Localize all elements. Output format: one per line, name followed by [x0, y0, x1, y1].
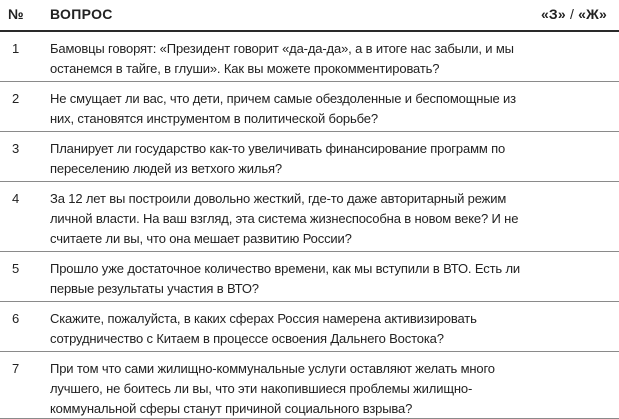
question-text: Планирует ли государство как-то увеличивать финансирование программ по переселению людей из ветхого жилья? [50, 141, 506, 176]
table-header [0, 0, 619, 32]
question-text: Не смущает ли вас, что дети, причем самые обездоленные и беспомощные из них, становятся инструментом в политической борьбе? [50, 91, 516, 126]
table-row [0, 32, 619, 82]
question-number: 1 [12, 41, 20, 56]
question-number: 2 [12, 91, 20, 106]
answer-z-label: «З» [540, 6, 566, 22]
question-text: При том что сами жилищно-коммунальные услуги оставляют желать много лучшего, не боитесь ли вы, что эти накопившиеся проблемы жилищно-коммунальной сферы станут причиной социального взрыва? [50, 361, 495, 416]
table-row [0, 252, 619, 302]
question-text: За 12 лет вы построили довольно жесткий, где-то даже авторитарный режим личной власти. На ваш взгляд, эта система жизнеспособна в новом веке? И не считаете ли вы, что она мешает развитию России? [50, 191, 519, 246]
question-column-header: ВОПРОС [50, 6, 113, 22]
question-text: Бамовцы говорят: «Президент говорит «да-да-да», а в итоге нас забыли, и мы останемся в тайге, в глуши». Как вы можете прокомментировать? [50, 41, 514, 76]
table-row [0, 82, 619, 132]
answer-separator: / [565, 6, 579, 22]
question-number: 4 [12, 191, 20, 206]
answers-column-header [541, 6, 607, 22]
answer-zh-label: «Ж» [578, 6, 607, 22]
question-number: 7 [12, 361, 20, 376]
question-text: Скажите, пожалуйста, в каких сферах Россия намерена активизировать сотрудничество с Китаем в процессе освоения Дальнего Востока? [50, 311, 477, 346]
question-text: Прошло уже достаточное количество времени, как мы вступили в ВТО. Есть ли первые результаты участия в ВТО? [50, 261, 521, 296]
question-number: 3 [12, 141, 20, 156]
question-number: 6 [12, 311, 20, 326]
table-row [0, 182, 619, 252]
number-column-header: № [8, 6, 24, 22]
table-row [0, 302, 619, 352]
question-number: 5 [12, 261, 20, 276]
table-row [0, 132, 619, 182]
